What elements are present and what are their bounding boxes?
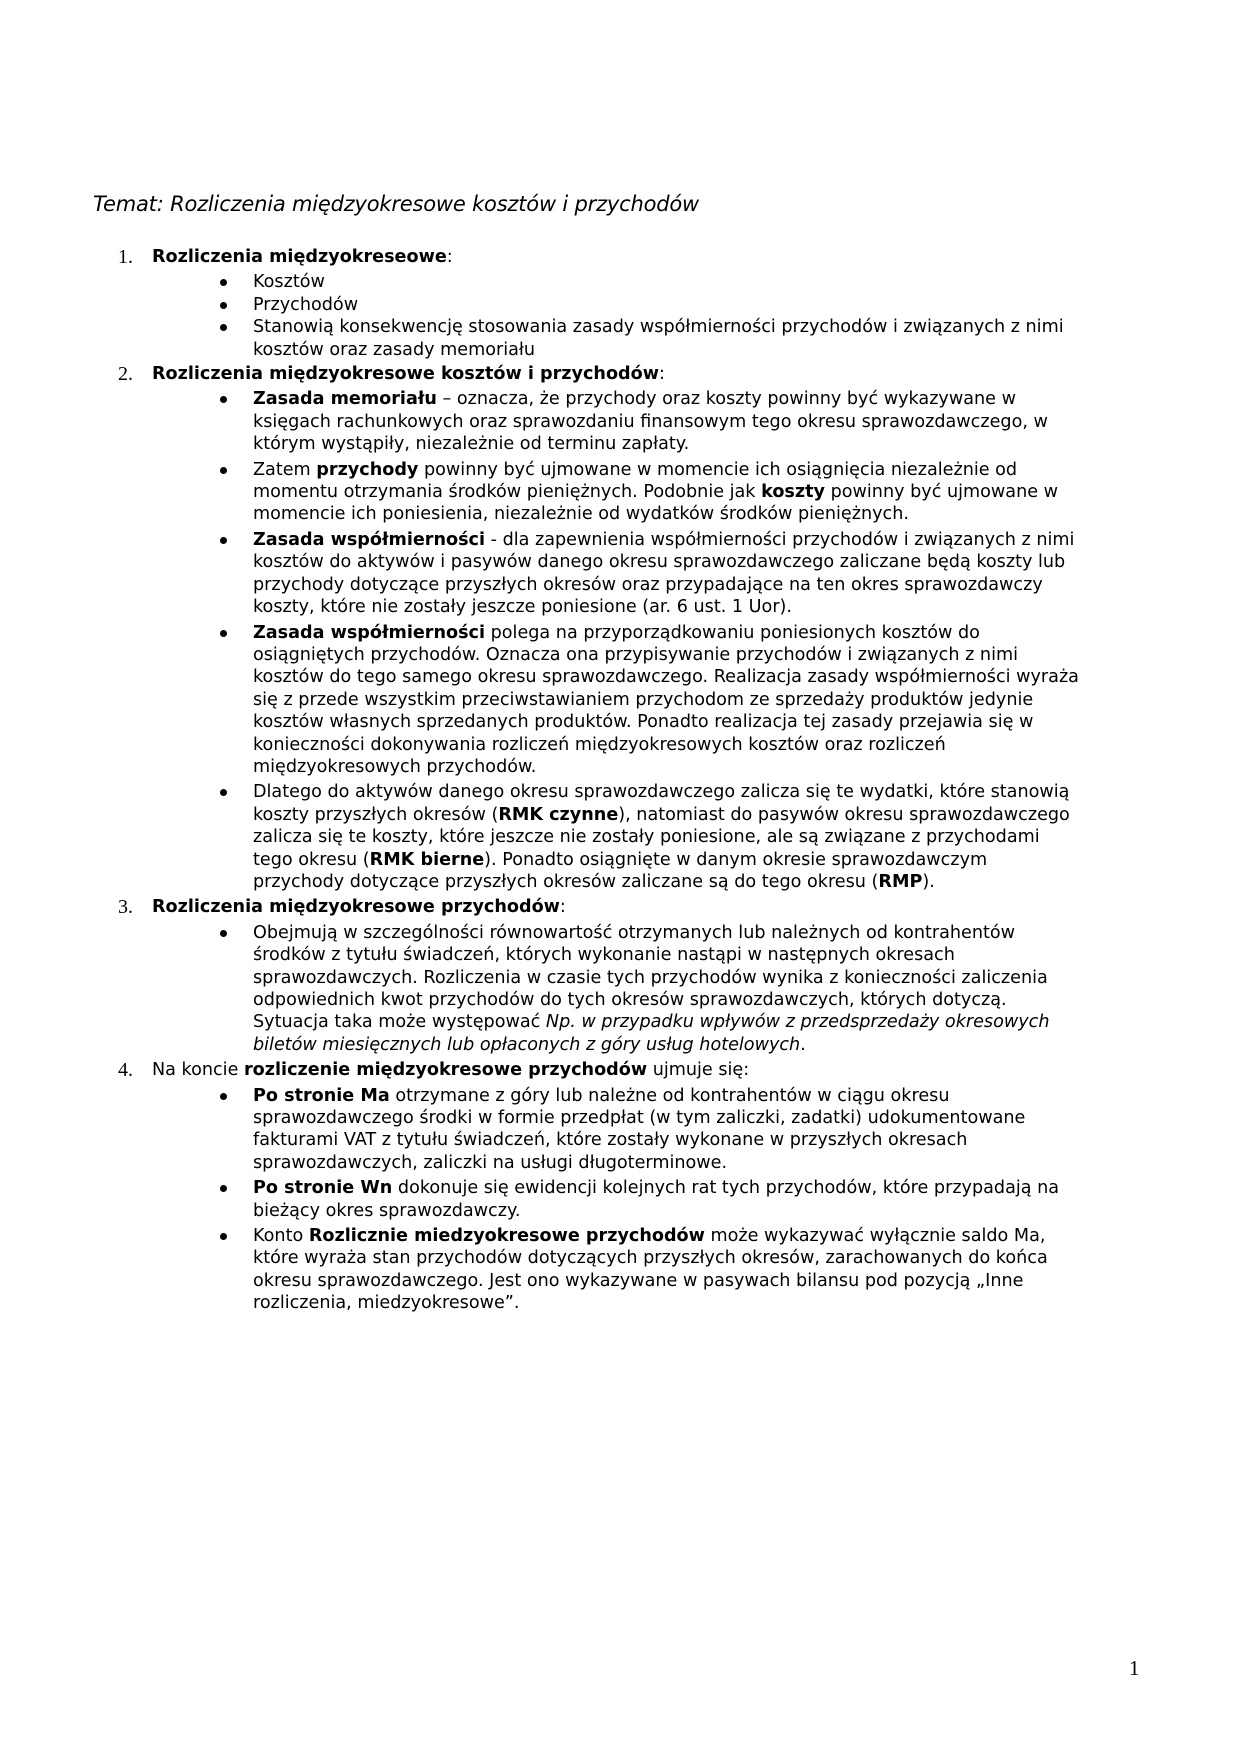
heading-suffix: : [559,897,566,918]
bullet-text: ). Ponadto osiągnięte w danym okresie sprawozdawczym przychody dotyczące przyszłych okresów zaliczane są do tego okresu ( [253,849,988,892]
section-3 [118,896,1138,1056]
bullet-text: Przychodów [253,294,359,315]
bold-term: koszty [761,482,825,503]
section-number: 2. [118,363,133,386]
section-4 [118,1059,1138,1314]
bullet-icon [220,930,227,937]
document-title: Temat: Rozliczenia międzyokresowe kosztów i przychodów [93,192,699,216]
list-item [152,388,1083,455]
bullet-text: Zatem [253,459,317,480]
bullet-icon [220,789,227,796]
bullet-icon [220,1233,227,1240]
bullet-text: Dlatego do aktywów danego okresu sprawozdawczego zalicza się te wydatki, które stanowią koszty przyszłych okresów ( [253,782,1070,825]
bullet-icon [220,324,227,331]
bold-term: RMK czynne [498,804,619,825]
section-heading: Rozliczenia międzyokresowe kosztów i przychodów [152,364,659,385]
section-number: 4. [118,1059,133,1082]
section-heading: rozliczenie międzyokresowe przychodów [244,1060,648,1081]
section-number: 3. [118,896,133,919]
bullet-text: Kosztów [253,272,325,293]
document-body [118,246,1138,1318]
list-item [152,459,1083,526]
bullet-text: powinny być ujmowane w momencie ich poniesienia, niezależnie od wydatków środków pieniężnych. [253,482,1059,525]
bold-term: Rozlicznie miedzyokresowe przychodów [308,1226,705,1247]
bullet-text: Obejmują w szczególności równowartość otrzymanych lub należnych od kontrahentów środków z tytułu świadczeń, których wykonanie nastąpi w następnych okresach sprawozdawczych. Rozliczenia w czasie tych przychodów wynika z konieczności zaliczenia odpowiednich kwot przychodów do tych okresów sprawozdawczych, których dotyczą. Sytuacja taka może występować [253,922,1048,1033]
bullet-text: - dla zapewnienia współmierności przychodów i związanych z nimi kosztów do aktywów i pasywów danego okresu sprawozdawczego zaliczane będą koszty lub przychody dotyczące przyszłych okresów oraz przypadające na ten okres sprawozdawczy koszty, które nie zostały jeszcze poniesione (ar. 6 ust. 1 Uor). [253,529,1075,618]
section-heading: Rozliczenia międzyokresowe przychodów [152,897,560,918]
section-heading: Rozliczenia międzyokreseowe [152,247,447,267]
bullet-list [152,922,1138,1056]
section-number: 1. [118,246,133,268]
bullet-icon [220,467,227,474]
bullet-text: polega na przyporządkowaniu poniesionych kosztów do osiągniętych przychodów. Oznacza ona przypisywanie przychodów i związanych z nimi kosztów do tego samego okresu sprawozdawczego. Realizacja zasady współmierności wyraża się z przede wszystkim przeciwstawianiem przychodom ze sprzedaży produktów jedynie kosztów własnych sprzedanych produktów. Ponadto realizacja tej zasady przejawia się w konieczności dokonywania rozliczeń międzyokresowych kosztów oraz rozliczeń międzyokresowych przychodów. [253,622,1079,777]
heading-suffix: ujmuje się: [647,1060,750,1081]
bullet-icon [220,537,227,544]
bullet-text: . [800,1034,806,1055]
bullet-text: ), natomiast do pasywów okresu sprawozdawczego zalicza się te koszty, które jeszcze nie zostały poniesione, ale są związane z przychodami tego okresu ( [253,804,1070,870]
bold-term: Po stronie Wn [253,1178,393,1199]
bold-term: Zasada współmierności [253,622,486,643]
bullet-icon [220,396,227,403]
list-item [152,781,1083,893]
list-item [152,294,1083,316]
bullet-text: otrzymane z góry lub należne od kontrahentów w ciągu okresu sprawozdawczego środki w formie przedpłat (w tym zaliczki, zadatki) udokumentowane fakturami VAT z tytułu świadczeń, które zostały wykonane w przyszłych okresach sprawozdawczych, zaliczki na usługi długoterminowe. [253,1085,1026,1173]
heading-suffix: : [446,247,453,267]
bullet-icon [220,630,227,637]
bullet-icon [220,279,227,286]
bold-term: Po stronie Ma [253,1085,390,1106]
bullet-icon [220,1185,227,1192]
bullet-text: powinny być ujmowane w momencie ich osiągnięcia niezależnie od momentu otrzymania środków pieniężnych. Podobnie jak [253,459,1018,503]
bullet-icon [220,302,227,309]
bold-term: Zasada współmierności [253,529,486,550]
bullet-list [152,271,1138,361]
bullet-text: może wykazywać wyłącznie saldo Ma, które wyraża stan przychodów dotyczących przyszłych okresów, zarachowanych do końca okresu sprawozdawczego. Jest ono wykazywane w pasywach bilansu pod pozycją „Inne rozliczenia, miedzyokresowe”. [253,1226,1048,1314]
list-item [152,1085,1083,1175]
bullet-text: ). [922,871,935,892]
section-1 [118,246,1138,361]
list-item [152,1177,1083,1222]
list-item [152,622,1083,779]
bold-term: przychody [316,459,419,480]
bold-term: Zasada memoriału [253,389,437,410]
list-item [152,316,1083,361]
bold-term: RMP [878,871,923,892]
bullet-icon [220,1093,227,1100]
list-item [152,1225,1083,1315]
list-item [152,529,1083,619]
page-number: 1 [1129,1656,1140,1680]
bullet-text: Konto [253,1226,309,1247]
italic-example: Np. w przypadku wpływów z przedsprzedaży okresowych biletów miesięcznych lub opłaconych z góry usług hotelowych [253,1012,1050,1055]
bullet-text: dokonuje się ewidencji kolejnych rat tych przychodów, które przypadają na bieżący okres sprawozdawczy. [253,1178,1060,1221]
bullet-text: – oznacza, że przychody oraz koszty powinny być wykazywane w księgach rachunkowych oraz sprawozdaniu finansowym tego okresu sprawozdawczego, w którym wystąpiły, niezależnie od terminu zapłaty. [253,389,1048,455]
bullet-list [152,1085,1138,1315]
heading-prefix: Na koncie [152,1060,244,1081]
heading-suffix: : [658,364,665,385]
section-2 [118,363,1138,893]
bullet-text: Stanowią konsekwencję stosowania zasady współmierności przychodów i związanych z nimi kosztów oraz zasady memoriału [253,317,1064,360]
bullet-list [152,388,1138,893]
list-item [152,922,1083,1056]
bold-term: RMK bierne [369,849,485,870]
list-item [152,271,1083,293]
